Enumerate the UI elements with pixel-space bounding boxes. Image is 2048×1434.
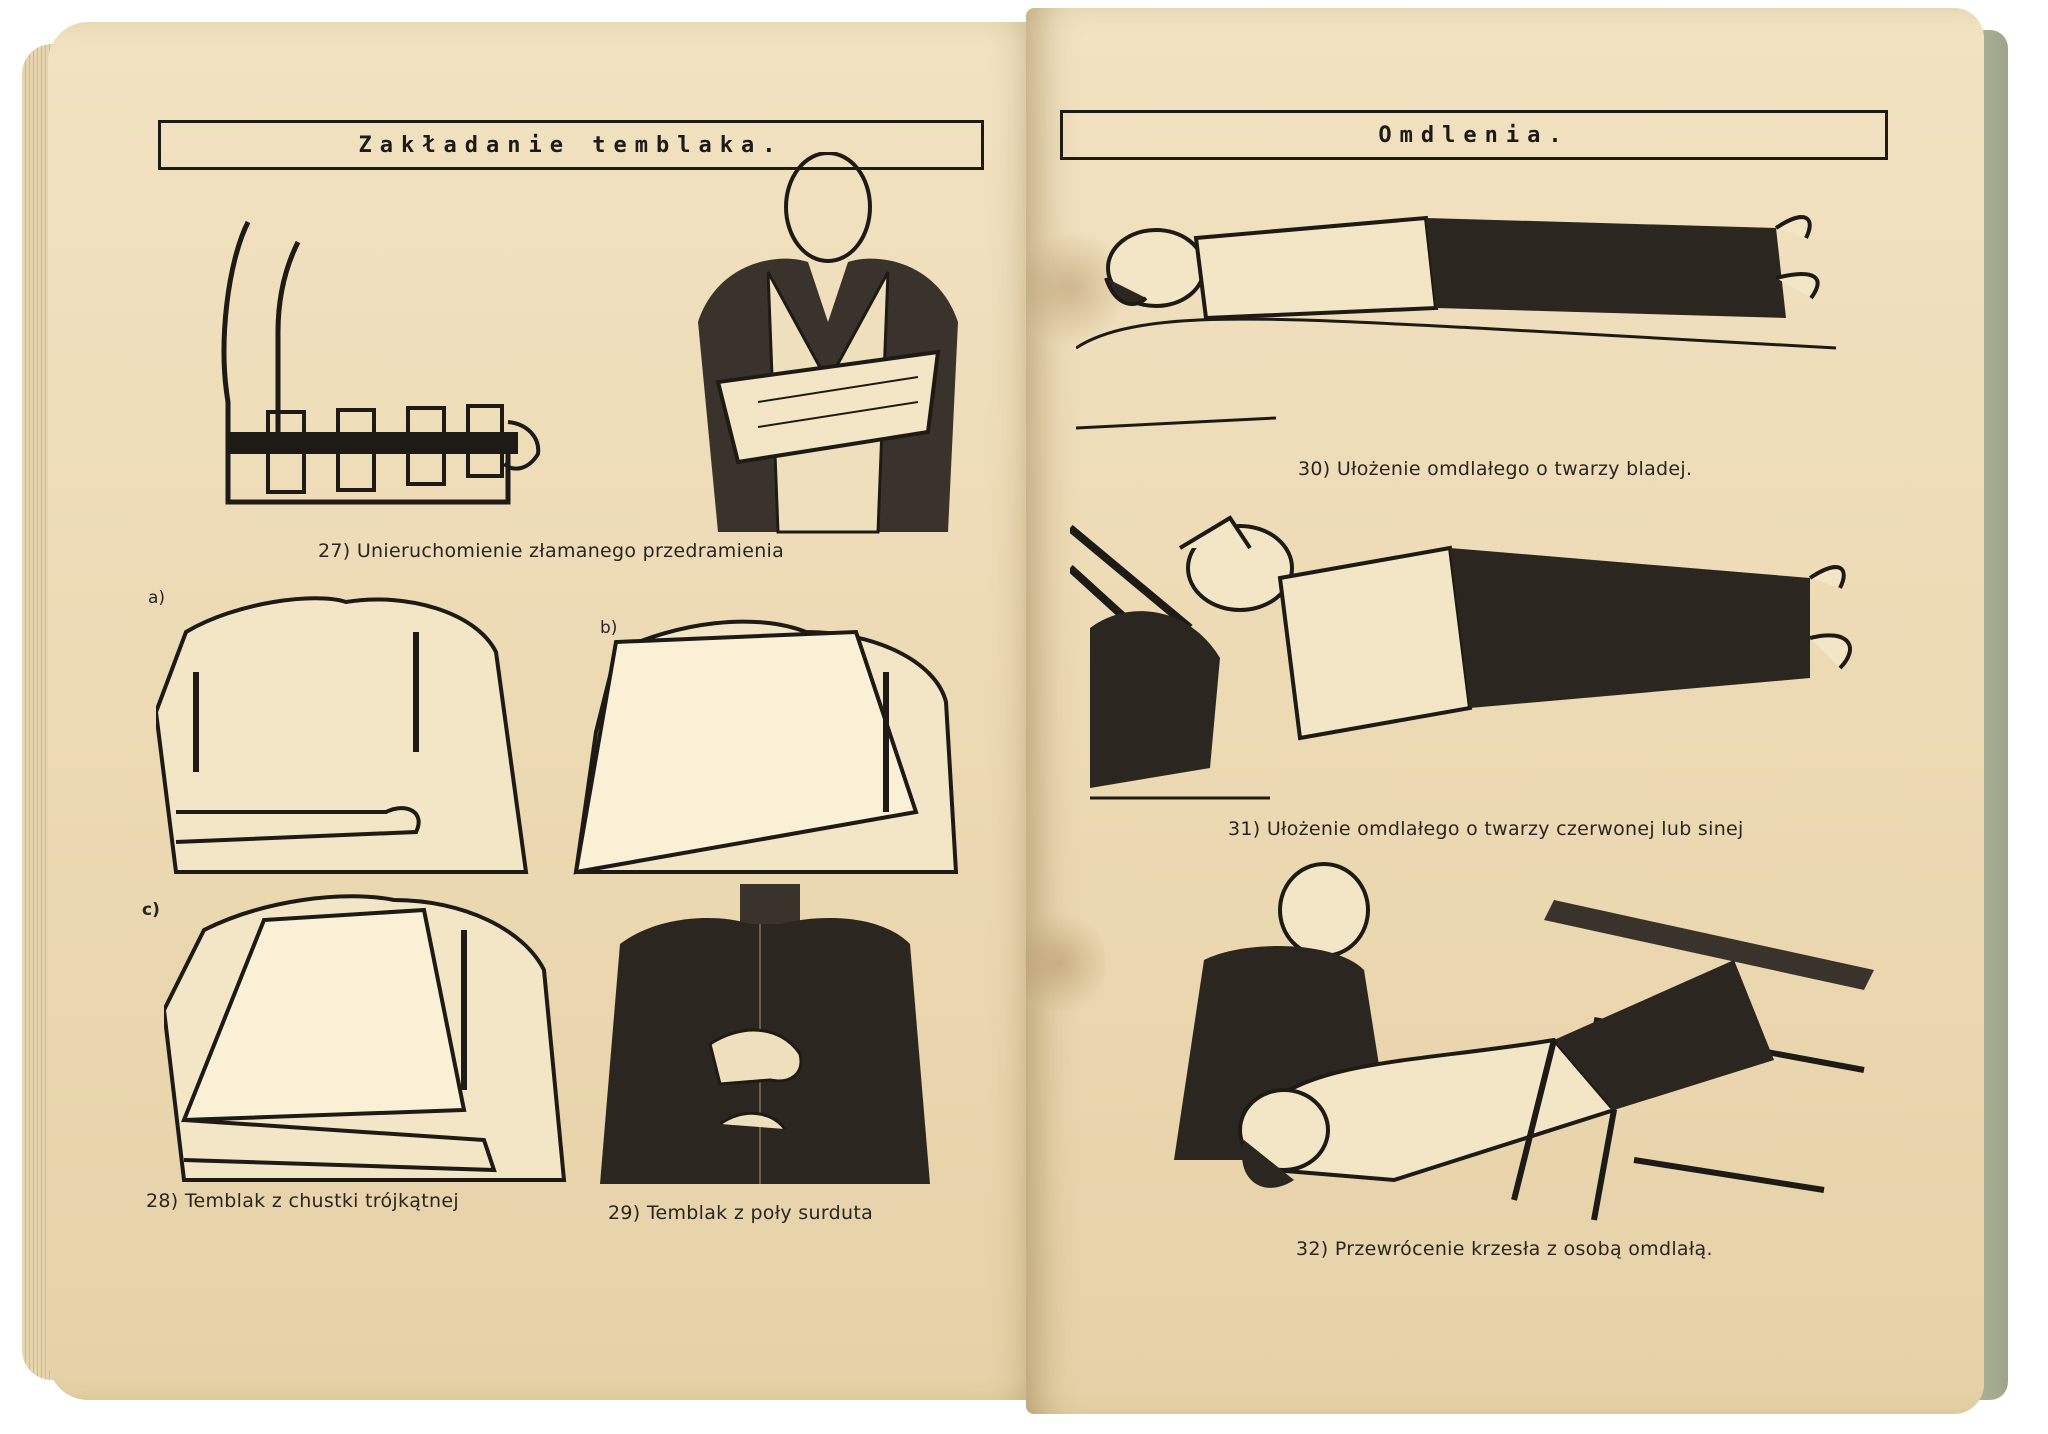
triangular-sling-step-a-illustration: [156, 592, 536, 882]
left-page-header: Zakładanie temblaka.: [158, 120, 984, 170]
figure-32-caption: 32) Przewrócenie krzesła z osobą omdlałą.: [1296, 1238, 1713, 1260]
figure-29-caption: 29) Temblak z poły surduta: [608, 1202, 874, 1224]
marker-a: a): [148, 588, 166, 608]
figure-28-caption: 28) Temblak z chustki trójkątnej: [146, 1190, 459, 1212]
triangular-sling-step-c-illustration: [164, 890, 574, 1190]
paper-stain: [1026, 908, 1106, 1018]
man-with-arm-sling-illustration: [678, 152, 978, 542]
coat-flap-sling-illustration: [600, 884, 930, 1190]
right-page: [1026, 8, 1984, 1414]
left-page: [48, 22, 1040, 1400]
marker-c: c): [142, 900, 160, 920]
figure-27-caption: 27) Unieruchomienie złamanego przedramienia: [318, 540, 785, 562]
figure-30-caption: 30) Ułożenie omdlałego o twarzy bladej.: [1298, 458, 1693, 480]
right-page-header: Omdlenia.: [1060, 110, 1888, 160]
tipped-chair-fainted-person-illustration: [1174, 860, 1894, 1230]
fainted-person-red-face-illustration: [1070, 508, 1890, 808]
splinted-forearm-illustration: [208, 202, 548, 522]
fainted-person-pale-face-illustration: [1076, 198, 1856, 448]
marker-b: b): [600, 618, 618, 638]
figure-31-caption: 31) Ułożenie omdlałego o twarzy czerwonej lub sinej: [1228, 818, 1744, 840]
triangular-sling-step-b-illustration: [556, 612, 966, 882]
